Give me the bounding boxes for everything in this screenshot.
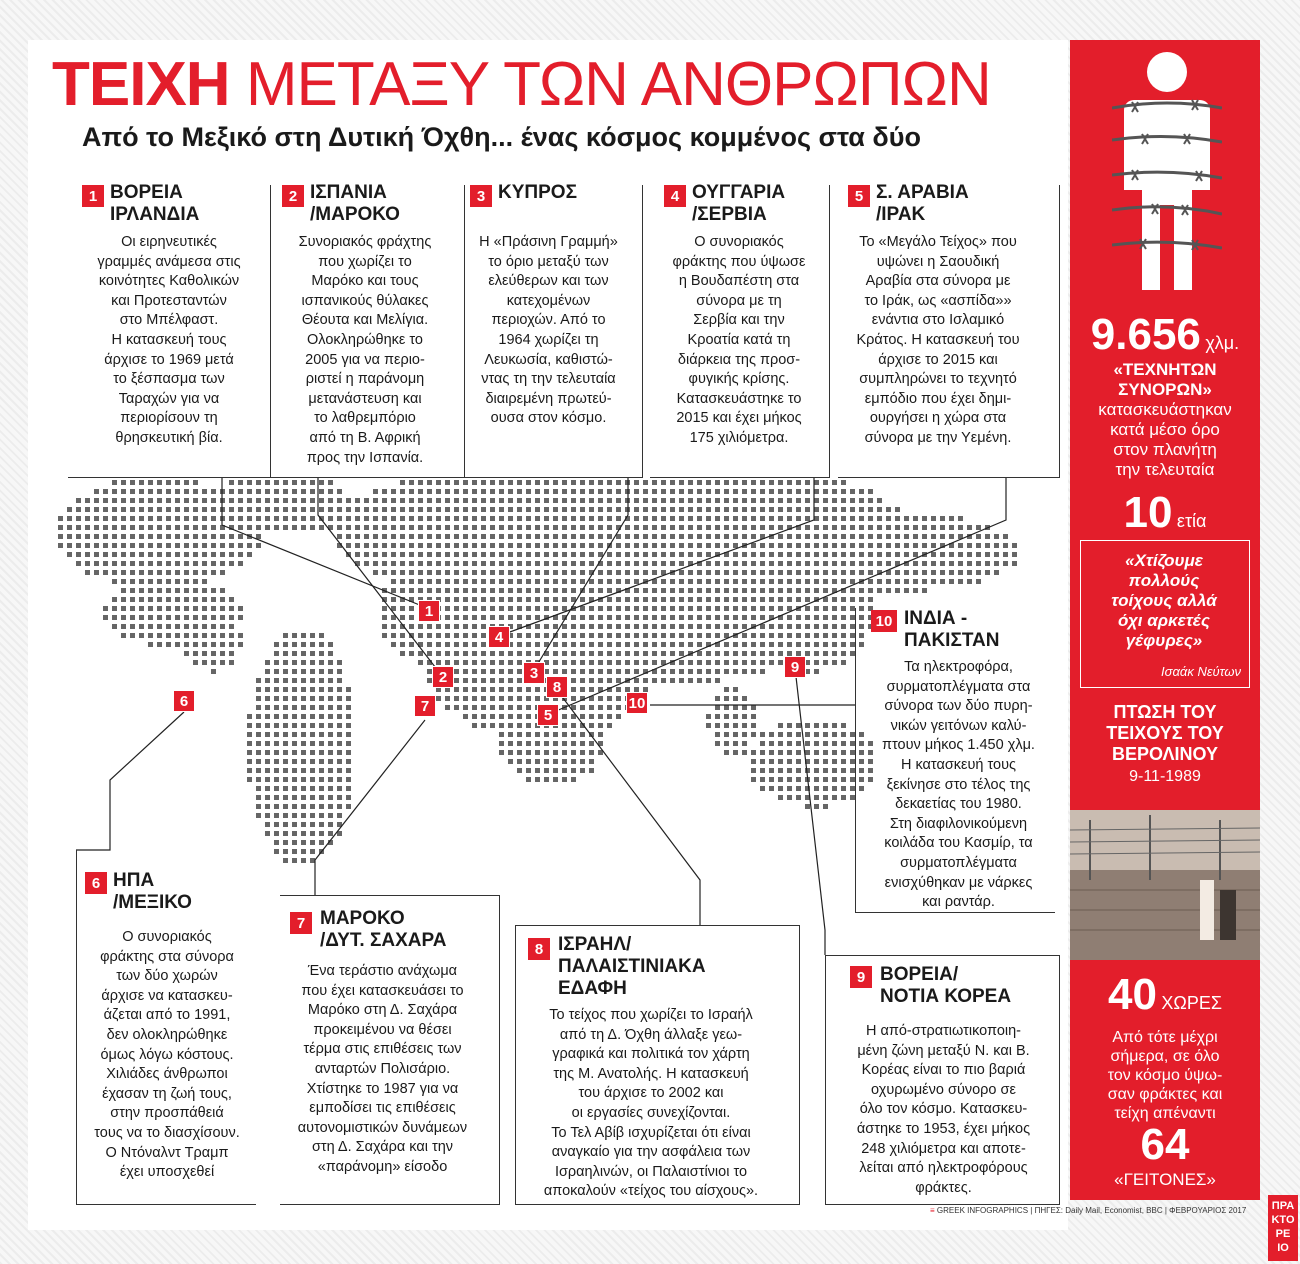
box-india-pakistan: 10 ΙΝΔΙΑ - ΠΑΚΙΣΤΑΝ Τα ηλεκτροφόρα, συρματοπλέγματα στα σύνορα των δύο πυρη- νικών γειτόνων καλύ- πτουν μήκος 1.450 χλμ. Η κατασκευή τους ξεκίνησε στο τέλος της δεκαετίας του 1980. Στη διαφιλονικούμενη κοιλάδα του Κασμίρ, τα συρματοπλέγματα ενισχύθηκαν με νάρκες και ραντάρ. (855, 608, 1055, 913)
stat-neighbors-value: 64 (1140, 1120, 1190, 1169)
newton-quote: «Χτίζουμε πολλούς τοίχους αλλά όχι αρκετές γέφυρες» Ισαάκ Νεύτων (1080, 540, 1250, 688)
map-marker-8[interactable]: 8 (546, 676, 568, 698)
box-korea: 9 ΒΟΡΕΙΑ/ ΝΟΤΙΑ ΚΟΡΕΑ Η από-στρατιωτικοποιη- μένη ζώνη μεταξύ Ν. και Β. Κορέας είναι το πιο βαριά οχυρωμένο σύνορο σε όλο τον κόσμο. Κατασκευ- άστηκε το 1953, έχει μήκος 248 χιλιόμετρα και αποτε- λείται από ηλεκτροφόρους φράκτες. (825, 955, 1060, 1205)
box-usa-mexico: 6 ΗΠΑ /ΜΕΞΙΚΟ Ο συνοριακός φράκτης στα σύνορα των δύο χωρών άρχισε να κατασκευ- άζεται από το 1991, δεν ολοκληρώθηκε όμως λόγω κόστους. Χιλιάδες άνθρωποι έχασαν τη ζωή τους, στην προσπάθειά τους να το διασχίσουν. Ο Ντόναλντ Τραμπ έχει υποσχεθεί (76, 850, 256, 1205)
box-northern-ireland: 1 ΒΟΡΕΙΑ ΙΡΛΑΝΔΙΑ Οι ειρηνευτικές γραμμές ανάμεσα στις κοινότητες Καθολικών και Προτεσταντών στο Μπέλφαστ. Η κατασκευή τους άρχισε το 1969 μετά το ξέσπασμα των Ταραχών για να περιορίσουν τη θρησκευτική βία. (68, 185, 271, 478)
box-cyprus: 3 ΚΥΠΡΟΣ Η «Πράσινη Γραμμή» το όριο μεταξύ των ελεύθερων και των κατεχομένων περιοχών. Από το 1964 χωρίζει τη Λευκωσία, καθιστώ- ντας τη την τελευταία διαιρεμένη πρωτεύ- ουσα στον κόσμο. (456, 185, 643, 478)
box-hungary-serbia: 4 ΟΥΓΓΑΡΙΑ /ΣΕΡΒΙΑ Ο συνοριακός φράκτης που ύψωσε η Βουδαπέστη στα σύνορα με τη Σερβία και την Κροατία κατά τη διάρκεια της προσ- φυγικής κρίσης. Κατασκευάστηκε το 2015 και έχει μήκος 175 χιλιόμετρα. (650, 185, 830, 478)
map-marker-3[interactable]: 3 (523, 662, 545, 684)
map-marker-1[interactable]: 1 (418, 600, 440, 622)
box-israel-palestine: 8 ΙΣΡΑΗΛ/ ΠΑΛΑΙΣΤΙΝΙΑΚΑ ΕΔΑΦΗ Το τείχος που χωρίζει το Ισραήλ από τη Δ. Όχθη άλλαξε γεω- γραφικά και πολιτικά τον χάρτη της Μ. Ανατολής. Η κατασκευή του άρχισε το 2002 και οι εργασίες συνεχίζονται. Το Τελ Αβίβ ισχυρίζεται ότι είναι αναγκαίο για την ασφάλεια των Ισραηλινών, οι Παλαιστίνιοι το αποκαλούν «τείχος του αίσχους». (515, 925, 800, 1205)
box-saudi-iraq: 5 Σ. ΑΡΑΒΙΑ /ΙΡΑΚ Το «Μεγάλο Τείχος» που υψώνει η Σαουδική Αραβία στα σύνορα με το Ιράκ, ως «ασπίδα»» ενάντια στο Ισλαμικό Κράτος. Η κατασκευή του άρχισε το 2015 και συμπληρώνει το τεχνητό εμπόδιο που έχει δημι- ουργήσει η χώρα στα σύνορα με την Υεμένη. (838, 185, 1060, 478)
map-marker-10[interactable]: 10 (626, 692, 648, 714)
box-morocco-sahara: 7 ΜΑΡΟΚΟ /ΔΥΤ. ΣΑΧΑΡΑ Ένα τεράστιο ανάχωμα που έχει κατασκευάσει το Μαρόκο στη Δ. Σαχάρα προκειμένου να θέσει τέρμα στις επιθέσεις των ανταρτών Πολισάριο. Χτίστηκε το 1987 για να εμποδίσει τις επιθέσεις αυτονομιστικών δυνάμεων στη Δ. Σαχάρα και την «παράνομη» είσοδο (280, 895, 500, 1205)
praktoreio-logo: ΠΡΑ ΚΤΟ ΡΕ ΙΟ (1268, 1195, 1298, 1261)
footer-sources: ≡ GREEK INFOGRAPHICS | ΠΗΓΕΣ: Daily Mail, Economist, BBC | ΦΕΒΡΟΥΑΡΙΟΣ 2017 (930, 1206, 1247, 1215)
map-marker-4[interactable]: 4 (488, 626, 510, 648)
stat-km-value: 9.656 (1090, 310, 1201, 359)
fenced-person-icon (1112, 50, 1222, 300)
map-marker-7[interactable]: 7 (414, 695, 436, 717)
map-marker-9[interactable]: 9 (784, 656, 806, 678)
box-spain-morocco: 2 ΙΣΠΑΝΙΑ /ΜΑΡΟΚΟ Συνοριακός φράχτης που χωρίζει το Μαρόκο και τους ισπανικούς θύλακες Θέουτα και Μελίγια. Ολοκληρώθηκε το 2005 για να περιο- ριστεί η παράνομη μετανάστευση και το λαθρεμπόριο από τη Β. Αφρική προς την Ισπανία. (270, 185, 465, 478)
map-marker-5[interactable]: 5 (537, 704, 559, 726)
sidebar-stats: 9.656 χλμ. «ΤΕΧΝΗΤΩΝ ΣΥΝΟΡΩΝ» κατασκευάστηκαν κατά μέσο όρο στον πλανήτη την τελευταία 10 ετία «Χτίζουμε πολλούς τοίχους αλλά όχι αρκετές γέφυρες» Ισαάκ Νεύτων ΠΤΩΣΗ ΤΟΥ ΤΕΙΧΟΥΣ ΤΟΥ ΒΕΡΟΛΙΝΟΥ 9-11-1989 40 ΧΩΡΕΣ Από τότε μέχρι σήμερα, σε όλο τον κόσμο ύψω- σαν φράκτες και τείχη απέναντι 64 «ΓΕΙΤΟΝΕΣ» (1070, 40, 1260, 1200)
berlin-wall-photo (1070, 810, 1260, 960)
page-subtitle: Από το Μεξικό στη Δυτική Όχθη... ένας κόσμος κομμένος στα δύο (82, 122, 921, 152)
page-title: ΤΕΙΧΗ ΜΕΤΑΞΥ ΤΩΝ ΑΝΘΡΩΠΩΝ (52, 50, 991, 119)
map-marker-2[interactable]: 2 (432, 666, 454, 688)
stat-countries-value: 40 (1107, 970, 1157, 1019)
stat-years-value: 10 (1123, 488, 1173, 537)
map-marker-6[interactable]: 6 (173, 690, 195, 712)
